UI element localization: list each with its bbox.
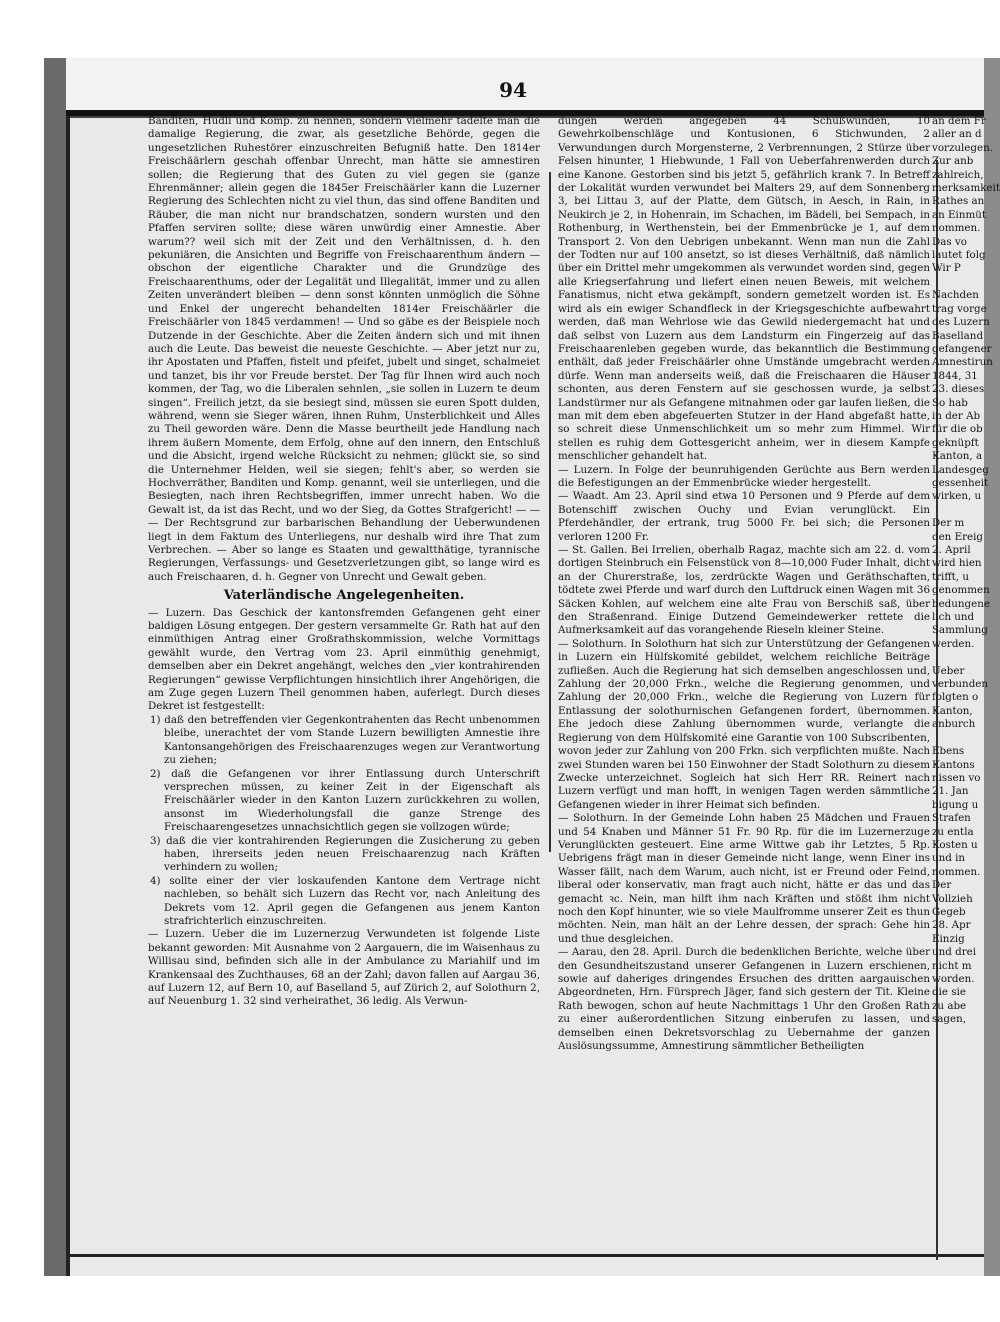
left-binding-edge (44, 58, 66, 1276)
cropped-line: für die ob (932, 423, 983, 436)
cropped-line: lich und (932, 611, 975, 624)
news-luzern-fortifications: — Luzern. In Folge der beunruhigenden Gerüchte aus Bern werden die Befestigungen an der Emmenbrücke wieder hergestellt. (558, 463, 930, 489)
cropped-line: Kanton, a (932, 450, 983, 463)
news-waadt: — Waadt. Am 23. April sind etwa 10 Personen und 9 Pferde auf dem Botenschiff zwischen Ouchy und Evian verunglückt. Ein Pferdehändler, der ertrank, trug 5000 Fr. bei sich; die Personen verloren 1200 Fr. (558, 490, 930, 543)
cropped-line: nommen. (932, 222, 981, 235)
cropped-line: Kantons (932, 758, 975, 771)
cropped-line (932, 651, 1000, 664)
cropped-line: Baselland (932, 329, 984, 342)
cropped-line: merksamkeit (932, 182, 1000, 195)
news-st-gallen: — St. Gallen. Bei Irrelien, oberhalb Ragaz, machte sich am 22. d. vom dortigen Steinbruch ein Felsenstück von 8—10,000 Fuder Inhalt, dicht an der Churerstraße, los, zerdrückte Wagen und Geräthschaften, tödtete zwei Pferde und warf durch den Luftdruck einen Wagen mit 36 Säcken Kohlen, auf welchem eine alte Frau von Berschiß saß, über den Straßenrand. Einige Dutzend Gemeindewerker rettete die Aufmerksamkeit auf das vorangehende Rieseln kleiner Steine. (558, 544, 930, 637)
cropped-line: sagen, (932, 1013, 967, 1026)
cropped-line: Zur anb (932, 155, 974, 168)
cropped-line: 28. Apr (932, 919, 971, 932)
cropped-line: Der (932, 879, 952, 892)
cropped-line: trag vorge (932, 302, 987, 315)
cropped-line: wirken, u (932, 490, 982, 503)
cropped-line: 2. April (932, 544, 971, 556)
cropped-line: genommen (932, 584, 990, 597)
column-divider (549, 172, 551, 852)
news-luzern-wounded: — Luzern. Ueber die im Luzernerzug Verwundeten ist folgende Liste bekannt geworden: Mit Ausnahme von 2 Aargauern, die im Waisenhaus zu Willisau sind, befinden sich alle in der Ambulance zu Mariahilf und im Krankensaal des Zuchthauses, 68 an der Zahl; davon fallen auf Aargau 36, auf Luzern 12, auf Bern 10, auf Baselland 5, auf Zürich 2, auf Solothurn 2, auf Neuenburg 1. 32 sind verheirathet, 36 ledig. Als Verwun- (148, 928, 540, 1008)
cropped-line: Der m (932, 517, 965, 530)
cropped-line: anburch (932, 718, 976, 731)
column-right-cropped (932, 115, 1000, 1027)
cropped-line: bedungene (932, 597, 990, 610)
cropped-line (932, 504, 1000, 517)
column-left (148, 115, 540, 1009)
news-aarau: — Aarau, den 28. April. Durch die bedenklichen Berichte, welche über den Gesundheitszustand unserer Gefangenen in Luzern erschienen, sowie auf daheriges dringendes Ersuchen des dritten aargauischen Abgeordneten, Hrn. Fürsprech Jäger, fand sich gestern der Tit. Kleine Rath bewogen, schon auf heute Nachmittags 1 Uhr den Großen Rath zu einer außerordentlichen Sitzung einberufen zu lassen, und demselben einen Dekretsvorschlag zu Uebernahme der ganzen Auslösungssumme, Amnestirung sämmtlicher Betheiligten (558, 946, 930, 1053)
cropped-line: Nachden (932, 289, 979, 302)
page-left-border (66, 116, 70, 1276)
cropped-line: nommen. (932, 865, 981, 878)
column-middle (558, 115, 930, 1053)
cropped-line: Ebens (932, 745, 965, 758)
cropped-line: Einzig (932, 932, 965, 945)
cropped-line (932, 276, 1000, 289)
essay-paragraph: Banditen, Hudli und Komp. zu nennen, sondern vielmehr tadelte man die damalige Regierung, die zwar, als gesetzliche Behörde, gegen die ungesetzlichen Ruhestörer einzuschreiten Befugniß hatte. Den 1814er Freischäärlern geschah offenbar Unrecht, man hätte sie amnestiren sollen; die Regierung that des Guten zu viel gegen sie (ganze Ehrenmänner; allein gegen die 1845er Freischäärler kann die Luzerner Regierung des Schlechten nicht zu viel thun, das sind offene Banditen und Räuber, die man nicht nur brandschatzen, sondern wursten und den Pfaffen serviren sollte; diese wären unwürdig einer Amnestie. Aber warum?? weil sich mit der Zeit und den Verhältnissen, d. h. den pekuniären, die Ansichten und Begriffe von Freischaarenthum ändern — obschon der eigentliche Charakter und die Grundzüge des Freischaarenthums, oder der Legalität und Illegalität, immer und zu allen Zeiten unverändert bleiben — denn sonst könnten unmöglich die Söhne und Enkel der ungerecht behandelten 1814er Freischäärler die Freischäärler von 1845 verdammen! — Und so gäbe es der Beispiele noch Dutzende in der Geschichte. Aber die Zeiten ändern sich und mit ihnen auch die Leute. Das beweist die neueste Geschichte. — Aber jetzt nur zu, ihr Apostaten und Pfaffen, fistelt und pfeifet, jubelt und singet, schalmeiet und tanzet, bis ihr vor Freude berstet. Der Tag für Ihnen wird auch noch kommen, der Tag, wo die Liberalen sehnlen, „sie sollen in Luzern te deum singen“. Freilich jetzt, da sie besiegt sind, müssen sie euren Spott dulden, während, wenn sie Sieger wären, ihnen Ruhm, Unsterblichkeit und Alles zu Theil geworden wäre. Denn die Masse beurtheilt jede Handlung nach ihrem äußern Momente, dem Erfolg, ohne auf den innern, den Entschluß und die Absicht, irgend welche Rücksicht zu nehmen; glückt sie, so sind die Unternehmer Helden, weil sie siegen; fehlt's aber, so werden sie Hochverräther, Banditen und Komp. genannt, weil sie unterliegen, und die Besiegten, nach ihren Rechtsbegriffen, immer unrecht haben. Wo die Gewalt ist, da ist das Recht, und wo der Sieg, da Gottes Strafgericht! — — — Der Rechtsgrund zur barbarischen Behandlung der Ueberwundenen liegt in dem Faktum des Unterliegens, nur deshalb wird ihre That zum Verbrechen. — Aber so lange es Staaten und gewaltthätige, tyrannische Regierungen, Verfassungs- und Gesetzverletzungen gibt, so lange wird es auch Freischaaren, d. h. Gegner von Unrecht und Gewalt geben. (148, 115, 540, 583)
cropped-line: den Ereig (932, 530, 984, 543)
cropped-line: Vollzieh (932, 892, 973, 905)
cropped-line: des Luzern (932, 316, 990, 329)
cropped-line: werden. (932, 637, 975, 650)
cropped-line: folgten o (932, 691, 979, 704)
section-heading: Vaterländische Angelegenheiten. (223, 588, 465, 604)
decree-item: 1) daß den betreffenden vier Gegenkontrahenten das Recht unbenommen bleibe, unerachtet der vom Stande Luzern bewilligten Amnestie ihre Kantonsangehörigen des Freischaarenzuges wegen zur Verantwortung zu ziehen; (150, 713, 540, 767)
cropped-line: Das vo (932, 235, 967, 248)
cropped-line: Landesgeg (932, 463, 989, 476)
page-number: 94 (499, 78, 527, 102)
cropped-line: So hab (932, 396, 968, 409)
cropped-line: an dem Fr (932, 115, 986, 127)
cropped-line: in der Ab (932, 409, 981, 422)
cropped-line: nicht m (932, 959, 972, 972)
cropped-line: bigung u (932, 798, 979, 811)
cropped-line: verbunden (932, 678, 989, 691)
cropped-line: Ueber (932, 664, 965, 677)
cropped-line: Amnestirun (932, 356, 993, 369)
cropped-line: Gegeb (932, 905, 966, 918)
cropped-line (932, 732, 1000, 745)
cropped-line: 23. dieses (932, 383, 985, 396)
cropped-line: Rathes an (932, 195, 985, 208)
cropped-line: und in (932, 852, 966, 865)
cropped-line: an Einmüt (932, 208, 987, 221)
cropped-line: Wir P (932, 262, 961, 275)
cropped-line: gefangener (932, 342, 992, 355)
cropped-line: gessenheit (932, 476, 989, 489)
cropped-line: worden. (932, 973, 975, 985)
cropped-line: Sammlung (932, 624, 988, 637)
news-solothurn-lohn: — Solothurn. In der Gemeinde Lohn haben 25 Mädchen und Frauen und 54 Knaben und Männer 51 Fr. 90 Rp. für die im Luzernerzuge Verunglückten gesteuert. Eine arme Wittwe gab ihr Letztes, 5 Rp. Uebrigens frägt man in dieser Gemeinde nicht lange, wenn Einer ins Wasser fällt, nach dem Warum, auch nicht, ist er Freund oder Feind, liberal oder konservativ, man fragt auch nicht, hätte er das und das gemacht ꝛc. Nein, man hilft ihm nach Kräften und stößt ihm nicht noch den Kopf hinunter, wie so viele Maulfromme unserer Zeit es thun möchten. Nein, man hält an der Lehre dessen, der sprach: Gehe hin und thue desgleichen. (558, 812, 930, 945)
cropped-line: geknüpft (932, 436, 979, 449)
bottom-rule (66, 1254, 1000, 1257)
decree-list (148, 714, 540, 929)
cropped-line: zu entla (932, 825, 974, 838)
cropped-line: die sie (932, 986, 966, 999)
cropped-line: aller an d (932, 128, 982, 141)
cropped-line: Kanton, (932, 704, 973, 717)
decree-item: 3) daß die vier kontrahirenden Regierungen die Zusicherung zu geben haben, ihrerseits jeden neuen Freischaarenzug nach Kräften verhindern zu wollen; (150, 834, 540, 874)
cropped-line: zu abe (932, 999, 967, 1012)
cropped-line: wird hien (932, 557, 982, 570)
cropped-line: zahlreich, (932, 168, 984, 181)
news-solothurn-committee: — Solothurn. In Solothurn hat sich zur Unterstützung der Gefangenen in Luzern ein Hülfskomité gebildet, welchem reichliche Beiträge zufließen. Auch die Regierung hat sich demselben angeschlossen und, Zahlung der 20,000 Frkn., welche die Regierung genommen, und Zahlung der 20,000 Frkn., welche die Regierung von Luzern für Entlassung der solothurnischen Gefangenen fordert, übernommen. Ehe jedoch diese Zahlung übernommen wurde, verlangte die Regierung von dem Hülfskomité eine Garantie von 100 Subscribenten, wovon jeder zur Zahlung von 200 Frkn. sich verpflichten mußte. Nach zwei Stunden waren bei 150 Einwohner der Stadt Solothurn zu diesem Zwecke unterzeichnet. Sogleich hat sich Herr RR. Reinert nach Luzern verfügt und man hofft, in wenigen Tagen werden sämmtliche Gefangenen wieder in ihrer Heimat sich befinden. (558, 637, 930, 811)
decree-item: 4) sollte einer der vier loskaufenden Kantone dem Vertrage nicht nachleben, so behält sich Luzern das Recht vor, nach Anleitung des Dekrets vom 12. April gegen die Gefangenen aus jenem Kanton strafrichterlich einzuschreiten. (150, 874, 540, 927)
cropped-line: vorzulegen. (932, 141, 993, 154)
news-luzern-prisoners: — Luzern. Das Geschick der kantonsfremden Gefangenen geht einer baldigen Lösung entgegen. Der gestern versammelte Gr. Rath hat auf den einmüthigen Antrag einer Großrathskommission, welche Vormittags gewählt wurde, den Vertrag vom 23. April einmüthig genehmigt, demselben aber ein Dekret angehängt, welches den „vier kontrahirenden Regierungen“ gewisse Verpflichtungen hinsichtlich ihrer Angehörigen, die am Zuge gegen Luzern Theil genommen haben, auferlegt. Durch dieses Dekret ist festgestellt: (148, 606, 540, 713)
cropped-line: trifft, u (932, 570, 969, 583)
cropped-line: Strafen (932, 812, 971, 825)
cropped-line: lautet folg (932, 249, 986, 262)
cropped-line: Kosten u (932, 838, 978, 851)
cropped-line: und drei (932, 946, 977, 959)
cropped-line: 1844, 31 (932, 369, 978, 382)
decree-item: 2) daß die Gefangenen vor ihrer Entlassung durch Unterschrift versprechen müssen, zu keiner Zeit in der Eigenschaft als Freischäärler wieder in den Kanton Luzern zurückkehren zu wollen, ansonst im Wiederholungsfall die ganze Strenge des Freischaarengesetzes unnachsichtlich gegen sie vollzogen würde; (150, 767, 540, 834)
news-wounded-continued: dungen werden angegeben 44 Schußwunden, 10 Gewehrkolbenschläge und Kontusionen, 6 Stichwunden, 2 Verwundungen durch Morgensterne, 2 Verbrennungen, 2 Stürze über Felsen hinunter, 1 Hiebwunde, 1 Fall von Ueberfahrenwerden durch eine Kanone. Gestorben sind bis jetzt 5, gefährlich krank 7. In Betreff der Lokalität wurden verwundet bei Malters 29, auf dem Sonnenberg 3, bei Littau 3, auf der Platte, dem Gütsch, in Aesch, in Rain, in Neukirch je 2, in Hohenrain, im Schachen, im Bädeli, bei Sempach, in Rothenburg, in Werthenstein, bei der Emmenbrücke je 1, auf dem Transport 2. Von den Uebrigen unbekannt. Wenn man nun die Zahl der Todten nur auf 100 ansetzt, so ist dieses Verhältniß, daß nämlich über ein Drittel mehr umgekommen als verwundet worden sind, gegen alle Kriegserfahrung und liefert einen neuen Beweis, mit welchem Fanatismus, nicht etwa gekämpft, sondern gemetzelt worden ist. Es wird als ein ewiger Schandfleck in der Kriegsgeschichte aufbewahrt werden, daß man Wehrlose wie das Gewild niedergemacht hat und daß selbst von Luzern aus dem Landsturm ein Fingerzeig auf das Freischaarenleben gegeben wurde, das bekanntlich die Bestimmung enthält, daß jeder Freischäärler ohne Umstände umgebracht werden dürfe. Wenn man anderseits weiß, daß die Freischaaren die Häuser schonten, aus deren Fenstern auf sie geschossen wurde, ja selbst Landstürmer nur als Gefangene mitnahmen oder gar laufen ließen, die man mit dem eben abgefeuerten Stutzer in der Hand abgefaßt hatte, so schreit diese Unmenschlichkeit um so mehr zum Himmel. Wir stellen es ruhig dem Gottesgericht anheim, wer in diesem Kampfe menschlicher gehandelt hat. (558, 115, 930, 463)
cropped-line: nissen vo (932, 771, 981, 784)
cropped-line: 21. Jan (932, 785, 969, 798)
